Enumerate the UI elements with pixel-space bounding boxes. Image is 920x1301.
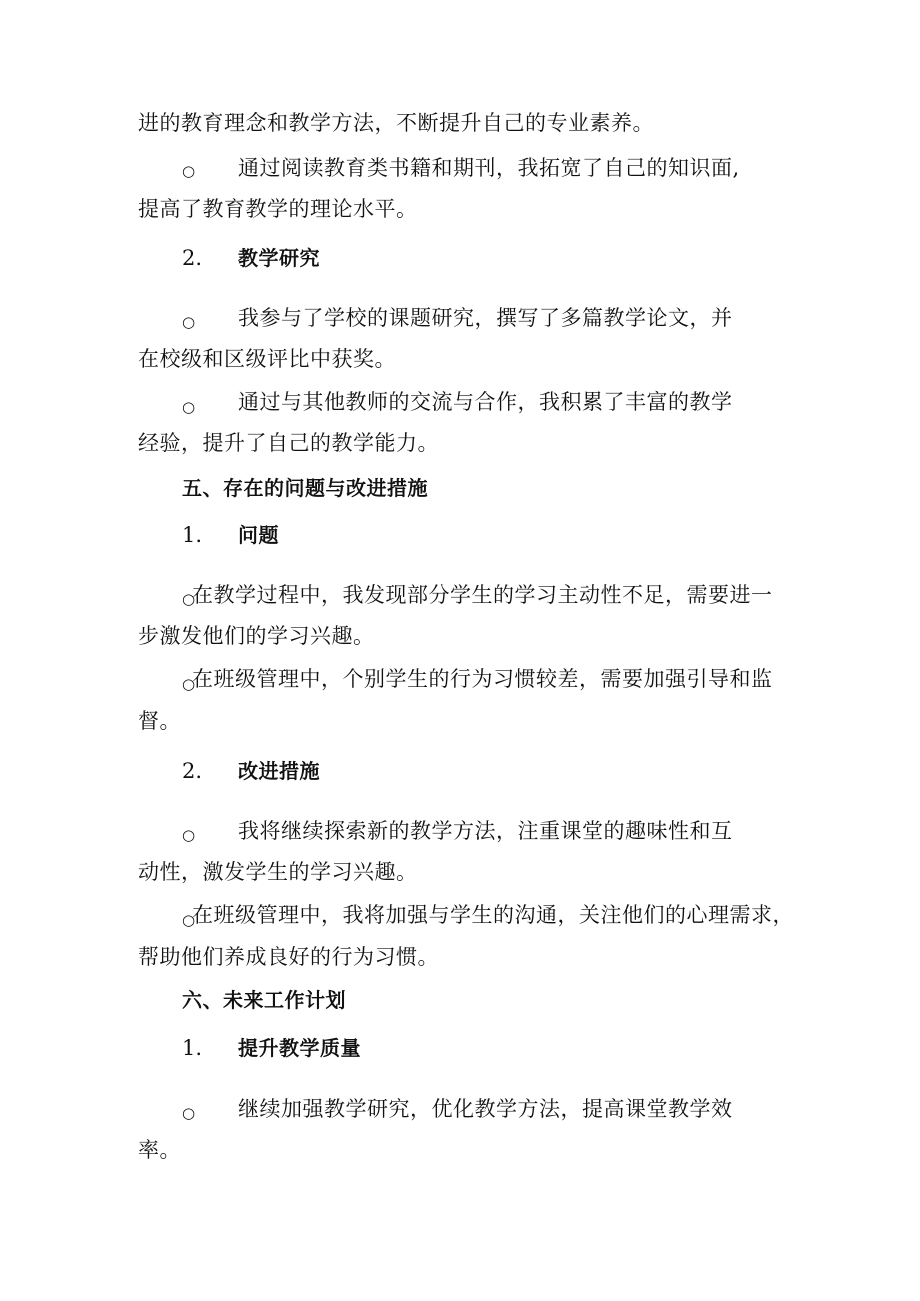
circle-bullet-icon: ○	[182, 1104, 196, 1122]
subheading-improvement-measures: 改进措施	[238, 759, 320, 783]
sub-item-text: 继续加强教学研究，优化教学方法，提高课堂教学效	[238, 1097, 733, 1121]
section-title-problems: 五、存在的问题与改进措施	[182, 476, 428, 500]
paragraph-continuation: 进的教育理念和教学方法，不断提升自己的专业素养。	[138, 111, 654, 135]
subheading-teaching-research: 教学研究	[238, 246, 320, 270]
circle-bullet-icon: ○	[182, 313, 196, 331]
list-number: 2.	[182, 246, 203, 270]
sub-item-text-continued: 率。	[138, 1138, 181, 1162]
sub-item-text: 在教学过程中，我发现部分学生的学习主动性不足，需要进一	[192, 583, 773, 607]
section-title-future-plan: 六、未来工作计划	[182, 988, 346, 1012]
sub-item-text-continued: 在校级和区级评比中获奖。	[138, 347, 396, 371]
sub-item-text: 通过与其他教师的交流与合作，我积累了丰富的教学	[238, 390, 733, 414]
circle-bullet-icon: ○	[182, 675, 196, 693]
sub-item-text: 在班级管理中，我将加强与学生的沟通，关注他们的心理需求，	[192, 903, 794, 927]
sub-item-text-continued: 帮助他们养成良好的行为习惯。	[138, 945, 439, 969]
circle-bullet-icon: ○	[182, 826, 196, 844]
sub-item-text-continued: 经验，提升了自己的教学能力。	[138, 431, 439, 455]
sub-item-text-continued: 督。	[138, 709, 181, 733]
list-number: 1.	[182, 523, 203, 547]
sub-item-text-continued: 提高了教育教学的理论水平。	[138, 197, 418, 221]
list-number: 1.	[182, 1036, 203, 1060]
subheading-improve-quality: 提升教学质量	[238, 1036, 361, 1060]
circle-bullet-icon: ○	[182, 911, 196, 929]
sub-item-text: 在班级管理中，个别学生的行为习惯较差，需要加强引导和监	[192, 667, 773, 691]
circle-bullet-icon: ○	[182, 398, 196, 416]
sub-item-text: 我将继续探索新的教学方法，注重课堂的趣味性和互	[238, 819, 733, 843]
sub-item-text-continued: 步激发他们的学习兴趣。	[138, 624, 375, 648]
list-number: 2.	[182, 759, 203, 783]
circle-bullet-icon: ○	[182, 162, 196, 180]
sub-item-text: 通过阅读教育类书籍和期刊，我拓宽了自己的知识面,	[238, 156, 740, 180]
circle-bullet-icon: ○	[182, 590, 196, 608]
sub-item-text-continued: 动性，激发学生的学习兴趣。	[138, 860, 418, 884]
sub-item-text: 我参与了学校的课题研究，撰写了多篇教学论文，并	[238, 306, 733, 330]
subheading-problems: 问题	[238, 523, 279, 547]
